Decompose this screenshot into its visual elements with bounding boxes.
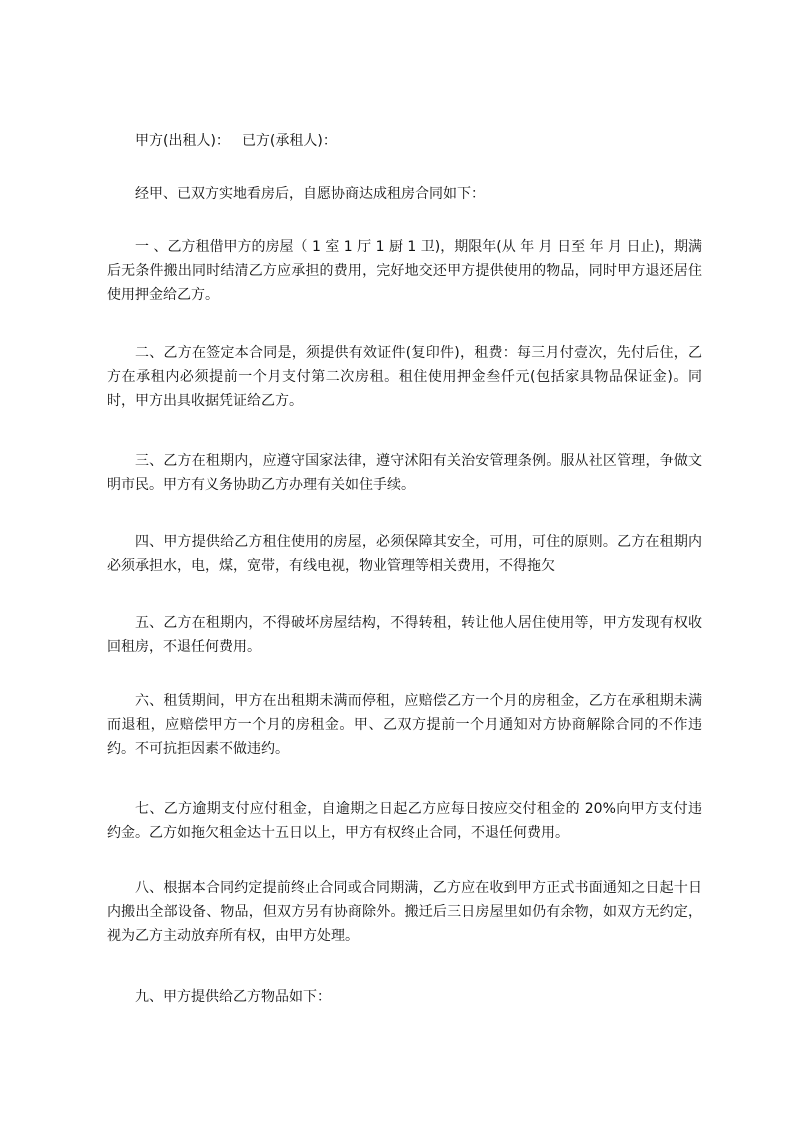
clause-1: 一 、乙方租借甲方的房屋（ 1 室 1 厅 1 厨 1 卫)，期限年(从 年 月 日至 年 月 日止)，期满后无条件搬出同时结清乙方应承担的费用，完好地交还甲方提供使用的物品，同时甲方退还居住使用押金给乙方。	[107, 239, 702, 303]
party-a-label: 甲方(出租人)：	[135, 133, 230, 149]
clause-9: 九、甲方提供给乙方物品如下：	[135, 989, 331, 1005]
clause-6: 六、租赁期间，甲方在出租期未满而停租，应赔偿乙方一个月的房租金，乙方在承租期未满而退租，应赔偿甲方一个月的房租金。甲、乙双方提前一个月通知对方协商解除合同的不作违约。不可抗拒因素不做违约。	[107, 693, 702, 757]
clause-4: 四、甲方提供给乙方租住使用的房屋，必须保障其安全，可用，可住的原则。乙方在租期内必须承担水，电，煤，宽带，有线电视，物业管理等相关费用，不得拖欠	[107, 534, 702, 574]
clause-2: 二、乙方在签定本合同是，须提供有效证件(复印件)，租费：每三月付壹次，先付后住，乙方在承租内必须提前一个月支付第二次房租。租住使用押金叁仟元(包括家具物品保证金)。同时，甲方出具收据凭证给乙方。	[107, 345, 702, 409]
clause-5: 五、乙方在租期内，不得破坏房屋结构，不得转租，转让他人居住使用等，甲方发现有权收回租房，不退任何费用。	[107, 615, 702, 655]
clause-3: 三、乙方在租期内，应遵守国家法律，遵守沭阳有关治安管理条例。服从社区管理，争做文明市民。甲方有义务协助乙方办理有关如住手续。	[107, 453, 702, 493]
intro-paragraph: 经甲、已双方实地看房后，自愿协商达成租房合同如下：	[135, 186, 485, 202]
clause-7: 七、乙方逾期支付应付租金，自逾期之日起乙方应每日按应交付租金的 20%向甲方支付违约金。乙方如拖欠租金达十五日以上，甲方有权终止合同，不退任何费用。	[107, 801, 702, 841]
party-b-label: 已方(承租人)：	[241, 133, 337, 149]
clause-8: 八、根据本合同约定提前终止合同或合同期满，乙方应在收到甲方正式书面通知之日起十日内搬出全部设备、物品，但双方另有协商除外。搬迁后三日房屋里如仍有余物，如双方无约定，视为乙方主动放弃所有权，由甲方处理。	[107, 880, 702, 944]
parties-header	[107, 129, 702, 153]
